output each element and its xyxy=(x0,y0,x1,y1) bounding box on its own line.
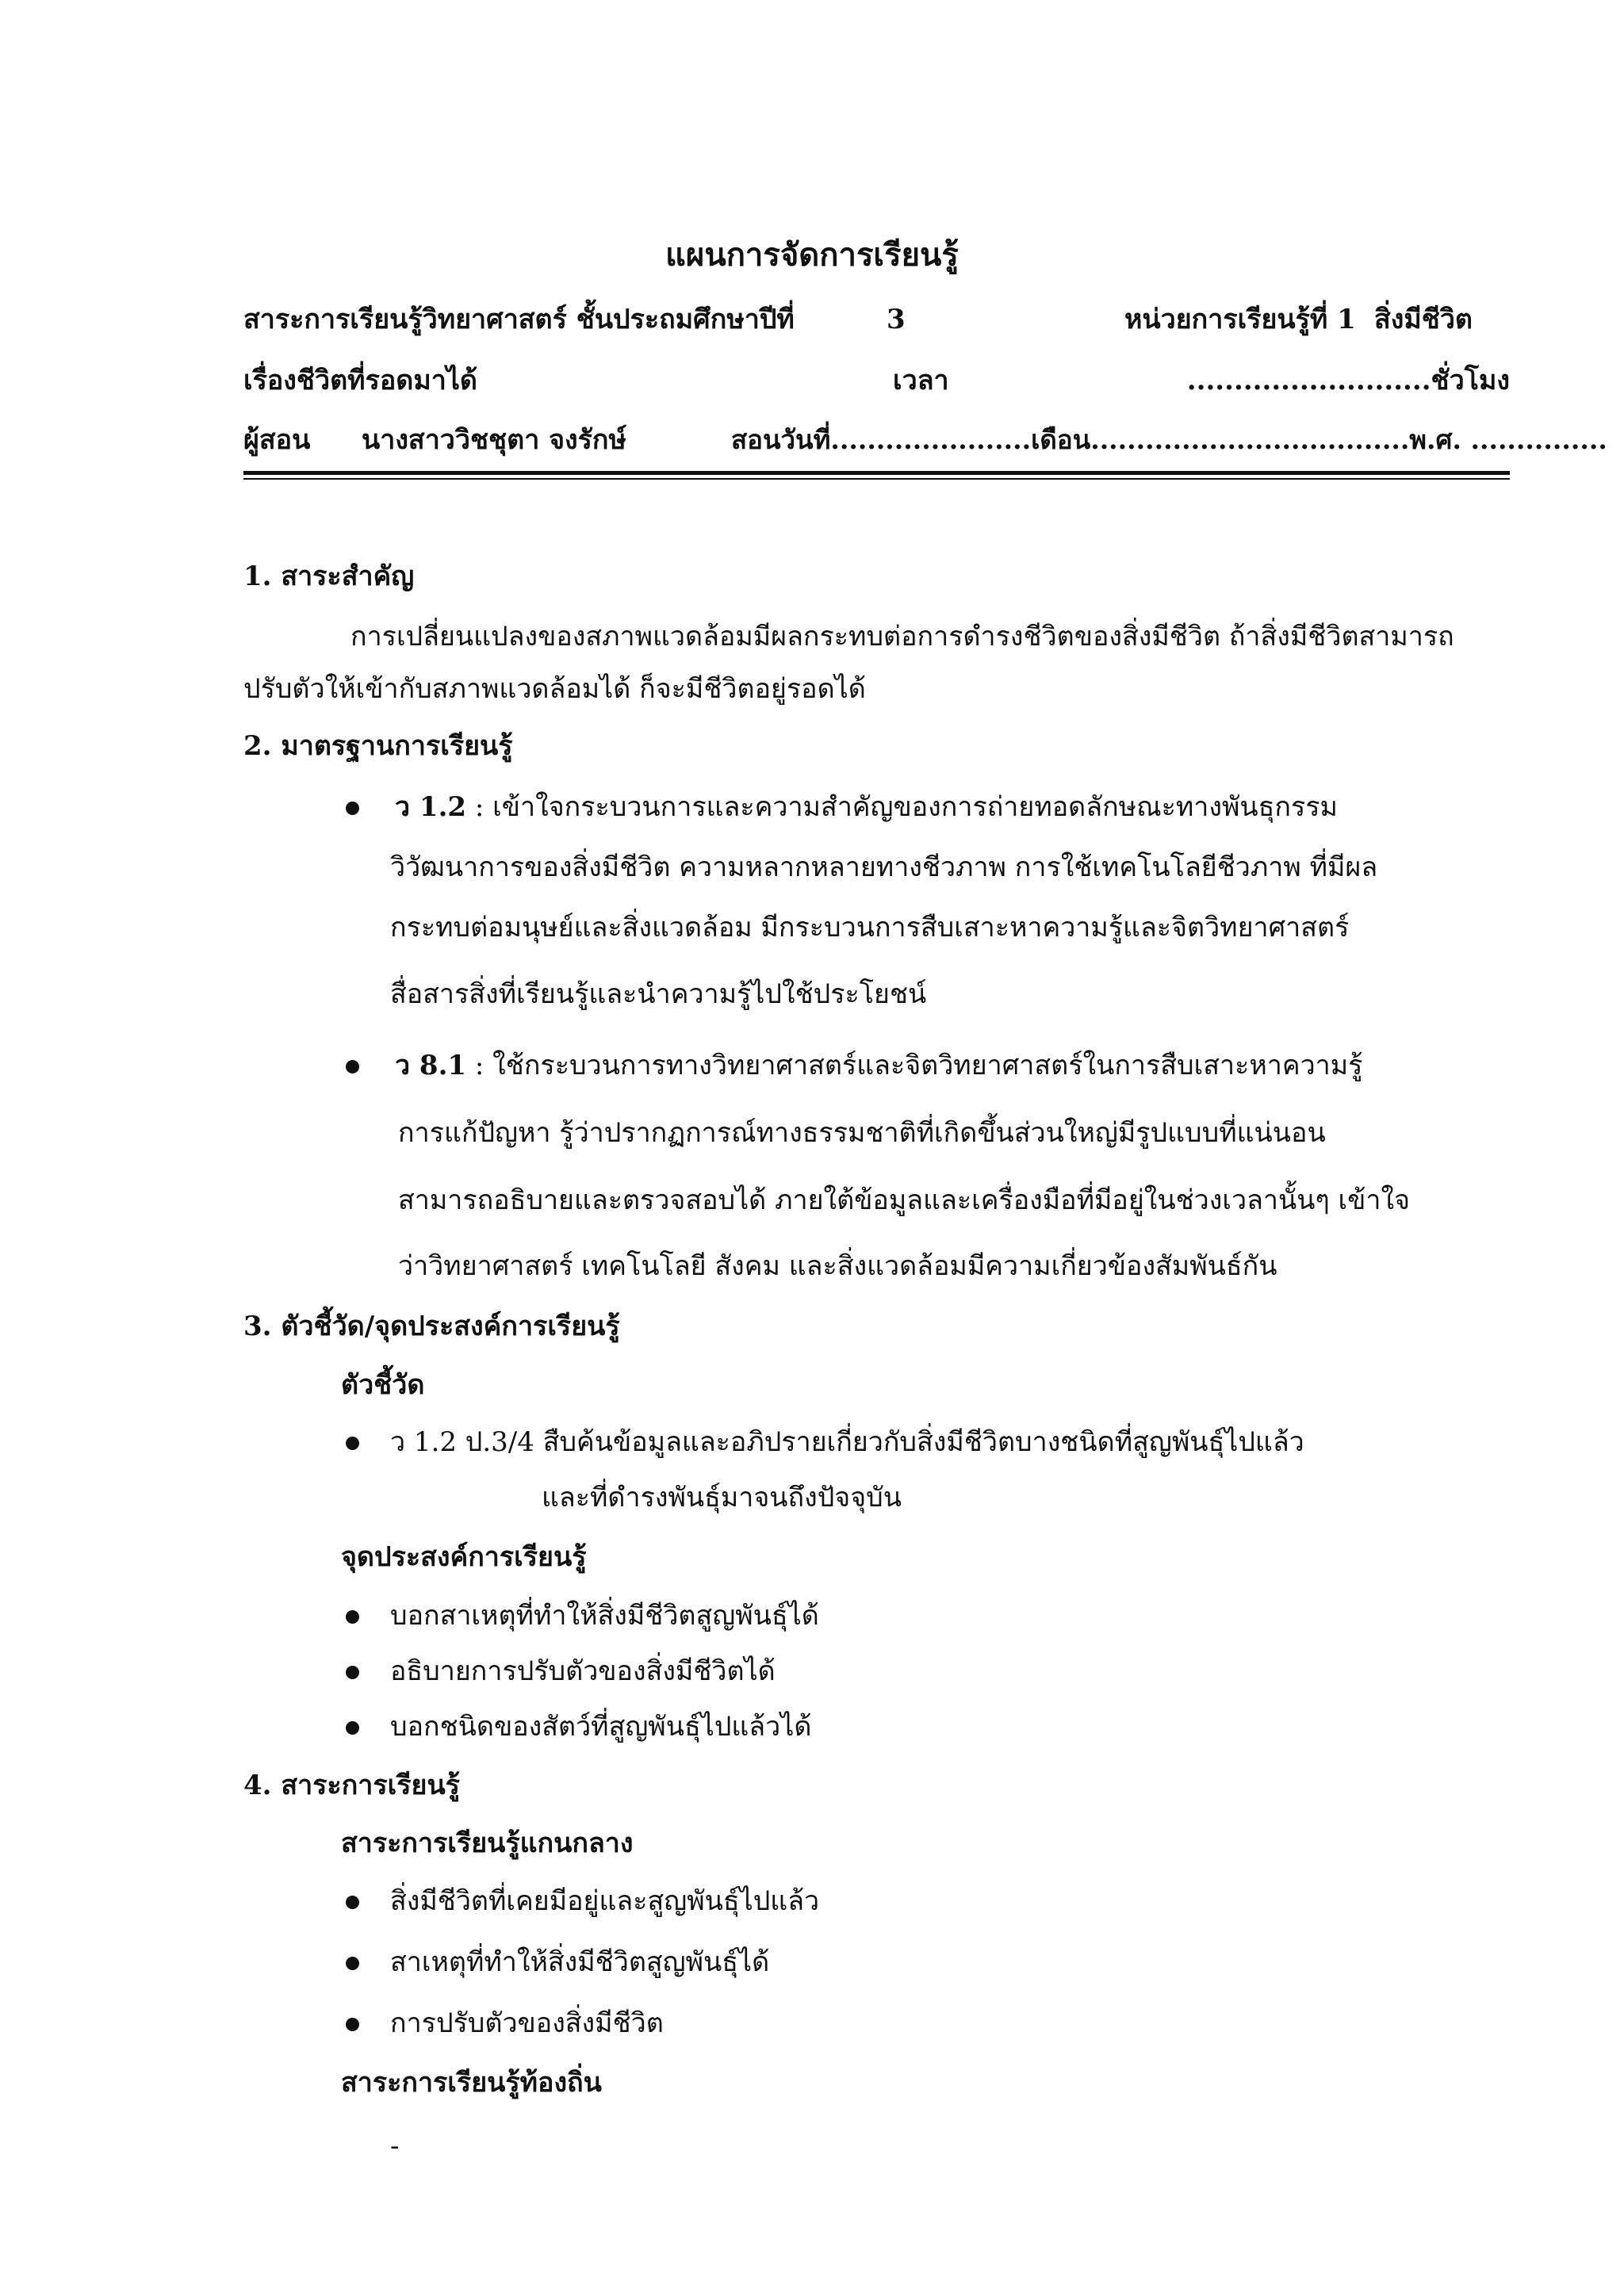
core-content-heading: สาระการเรียนรู้แกนกลาง xyxy=(341,1827,634,1859)
core-content-item: สิ่งมีชีวิตที่เคยมีอยู่และสูญพันธุ์ไปแล้ว xyxy=(390,1885,820,1917)
standard-code: ว 8.1 xyxy=(395,1050,467,1081)
standard-text-line: สามารถอธิบายและตรวจสอบได้ ภายใต้ข้อมูลและเครื่องมือที่มีอยู่ในช่วงเวลานั้นๆ เข้าใจ xyxy=(398,1184,1411,1216)
bullet-icon xyxy=(346,802,359,815)
section2-heading: 2. มาตรฐานการเรียนรู้ xyxy=(243,730,513,762)
local-content-heading: สาระการเรียนรู้ท้องถิ่น xyxy=(341,2067,602,2099)
time-value: ..........................ชั่วโมง xyxy=(1186,365,1510,396)
indicator-line: และที่ดำรงพันธุ์มาจนถึงปัจจุบัน xyxy=(542,1482,902,1513)
indicator-heading: ตัวชี้วัด xyxy=(341,1369,425,1401)
teacher-label: ผู้สอน xyxy=(243,424,311,456)
section4-heading: 4. สาระการเรียนรู้ xyxy=(243,1770,460,1801)
unit-label: หน่วยการเรียนรู้ที่ 1 xyxy=(1124,304,1356,335)
page-title: แผนการจัดการเรียนรู้ xyxy=(665,236,959,274)
subject-label: สาระการเรียนรู้วิทยาศาสตร์ ชั้นประถมศึกษาปีที่ xyxy=(243,304,795,335)
objective-heading: จุดประสงค์การเรียนรู้ xyxy=(341,1541,587,1573)
objective-item: อธิบายการปรับตัวของสิ่งมีชีวิตได้ xyxy=(390,1655,776,1687)
time-label: เวลา xyxy=(893,365,949,396)
section1-heading: 1. สาระสำคัญ xyxy=(243,561,415,592)
section1-paragraph-line2: ปรับตัวให้เข้ากับสภาพแวดล้อมได้ ก็จะมีชีวิตอยู่รอดได้ xyxy=(243,673,866,705)
date-label: สอนวันที่......................เดือน...................................พ.ศ. ............... xyxy=(731,424,1607,455)
topic-label: เรื่องชีวิตที่รอดมาได้ xyxy=(243,365,478,396)
standard-text-line: ว่าวิทยาศาสตร์ เทคโนโลยี สังคม และสิ่งแวดล้อมมีความเกี่ยวข้องสัมพันธ์กัน xyxy=(398,1250,1277,1282)
bullet-icon xyxy=(346,1437,359,1450)
bullet-icon xyxy=(346,1610,359,1624)
unit-name: สิ่งมีชีวิต xyxy=(1374,304,1473,335)
teacher-name: นางสาววิชชุตา จงรักษ์ xyxy=(362,424,626,456)
header-divider-top xyxy=(243,471,1510,475)
bullet-icon xyxy=(346,2018,359,2031)
section3-heading: 3. ตัวชี้วัด/จุดประสงค์การเรียนรู้ xyxy=(243,1311,620,1342)
section1-paragraph-line1: การเปลี่ยนแปลงของสภาพแวดล้อมมีผลกระทบต่อการดำรงชีวิตของสิ่งมีชีวิต ถ้าสิ่งมีชีวิตสามารถ xyxy=(350,621,1454,652)
standard-text-line: การแก้ปัญหา รู้ว่าปรากฏการณ์ทางธรรมชาติที่เกิดขึ้นส่วนใหญ่มีรูปแบบที่แน่นอน xyxy=(398,1117,1326,1149)
bullet-icon xyxy=(346,1957,359,1970)
standard-item xyxy=(395,791,1338,823)
standard-text: : เข้าใจกระบวนการและความสำคัญของการถ่ายทอดลักษณะทางพันธุกรรม xyxy=(466,791,1338,823)
objective-item: บอกสาเหตุที่ทำให้สิ่งมีชีวิตสูญพันธุ์ได้ xyxy=(390,1600,819,1632)
standard-text-line: วิวัฒนาการของสิ่งมีชีวิต ความหลากหลายทางชีวภาพ การใช้เทคโนโลยีชีวภาพ ที่มีผล xyxy=(390,851,1378,883)
bullet-icon xyxy=(346,1060,359,1073)
standard-item xyxy=(395,1052,1362,1079)
header-divider-bottom xyxy=(243,478,1510,480)
standard-text: : ใช้กระบวนการทางวิทยาศาสตร์และจิตวิทยาศาสตร์ในการสืบเสาะหาความรู้ xyxy=(466,1050,1363,1081)
grade-value: 3 xyxy=(887,304,906,335)
indicator-line: ว 1.2 ป.3/4 สืบค้นข้อมูลและอภิปรายเกี่ยวกับสิ่งมีชีวิตบางชนิดที่สูญพันธุ์ไปแล้ว xyxy=(390,1426,1304,1458)
bullet-icon xyxy=(346,1721,359,1735)
standard-text-line: สื่อสารสิ่งที่เรียนรู้และนำความรู้ไปใช้ประโยชน์ xyxy=(390,978,927,1010)
core-content-item: การปรับตัวของสิ่งมีชีวิต xyxy=(390,2007,664,2039)
core-content-item: สาเหตุที่ทำให้สิ่งมีชีวิตสูญพันธุ์ได้ xyxy=(390,1946,770,1978)
bullet-icon xyxy=(346,1666,359,1679)
bullet-icon xyxy=(346,1896,359,1909)
standard-code: ว 1.2 xyxy=(395,791,467,823)
local-content-value: - xyxy=(390,2130,400,2162)
objective-item: บอกชนิดของสัตว์ที่สูญพันธุ์ไปแล้วได้ xyxy=(390,1711,812,1743)
standard-text-line: กระทบต่อมนุษย์และสิ่งแวดล้อม มีกระบวนการสืบเสาะหาความรู้และจิตวิทยาศาสตร์ xyxy=(390,912,1350,943)
